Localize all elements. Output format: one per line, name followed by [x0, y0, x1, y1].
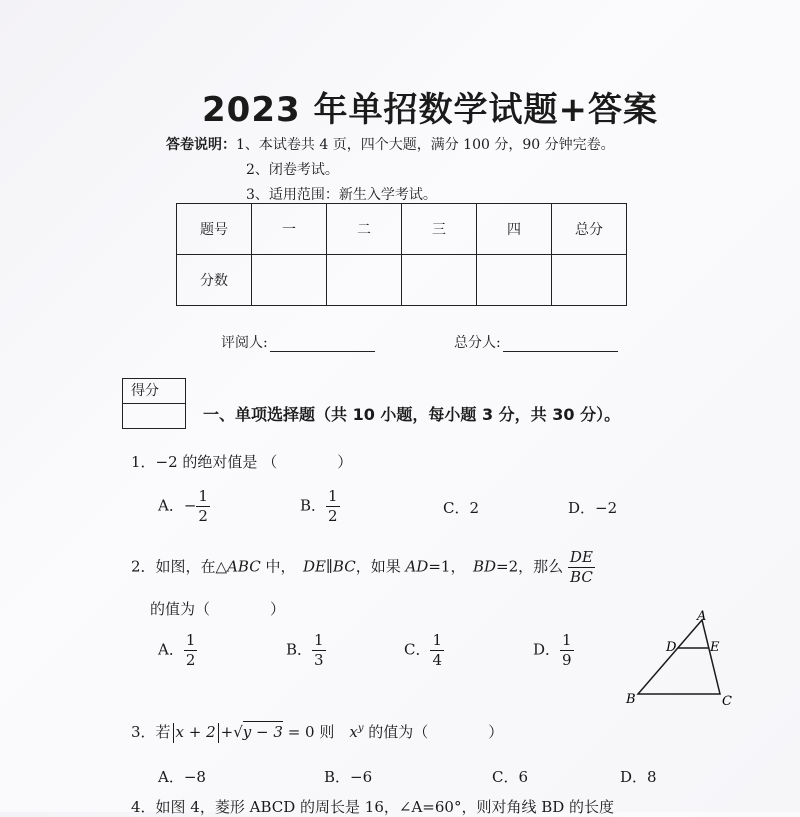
question-1-option-d[interactable]: D．−2	[568, 499, 618, 517]
question-3-stem: 3．若 x + 2 +√y − 3 = 0 则 $x^y$ 的值为（ ）	[131, 723, 504, 741]
fraction: $\frac{1}{2}$	[198, 487, 208, 525]
score-table-score-row	[177, 255, 627, 306]
label-d: D	[666, 640, 677, 655]
question-2-line-2: 的值为（ ）	[150, 600, 286, 618]
instructions-line-3: 3、适用范围：新生入学考试。	[246, 187, 437, 203]
instructions-label: 答卷说明：	[166, 137, 236, 153]
page-title: 2023 年单招数学试题+答案	[202, 90, 658, 130]
question-3-option-c[interactable]: C．6	[492, 768, 529, 786]
question-1-option-b[interactable]: B． $\frac{1}{2}$	[300, 487, 338, 525]
triangle-abc	[638, 620, 720, 694]
instructions-line-2: 2、闭卷考试。	[246, 162, 339, 178]
score-table-cell: 一	[252, 204, 327, 255]
question-4-stem: 4．如图 4，菱形 ABCD 的周长是 16，∠A=60°，则对角线 BD 的长度	[131, 798, 615, 816]
question-3-option-b[interactable]: B．−6	[324, 768, 373, 786]
abs-bar-right	[218, 723, 219, 743]
score-table-cell: 分数	[177, 255, 252, 306]
reviewer-signature-line[interactable]	[270, 337, 375, 352]
label-b: B	[626, 692, 636, 707]
score-table-cell: 二	[327, 204, 402, 255]
question-2-option-d[interactable]: D． $\frac{1}{9}$	[533, 631, 572, 669]
question-1-option-a[interactable]: A．− $\frac{1}{2}$	[158, 487, 208, 525]
score-table-header-row	[177, 204, 627, 255]
section-1-title: 一、单项选择题（共 10 小题，每小题 3 分，共 30 分）。	[203, 405, 621, 424]
reviewer-signature: 评阅人:	[221, 332, 375, 352]
question-2-stem: 2．如图，在△ABC 中， DE∥BC，如果 AD=1， BD=2，那么 $\frac{DE}{BC}$	[131, 548, 593, 586]
fraction: $\frac{1}{2}$	[328, 487, 338, 525]
question-1-option-c[interactable]: C．2	[443, 499, 480, 517]
score-box-label: 得分	[131, 383, 159, 399]
score-box-entry[interactable]	[123, 403, 185, 428]
fraction: $\frac{1}{3}$	[314, 631, 324, 669]
fraction-de-bc: $\frac{DE}{BC}$	[569, 548, 593, 586]
total-scorer-signature: 总分人:	[454, 332, 618, 352]
score-table-cell: 四	[477, 204, 552, 255]
label-c: C	[722, 694, 732, 709]
total-scorer-signature-line[interactable]	[503, 337, 618, 352]
score-entry-cell[interactable]	[477, 255, 552, 306]
score-table-cell: 题号	[177, 204, 252, 255]
score-box	[122, 378, 186, 429]
fraction: $\frac{1}{4}$	[432, 631, 443, 669]
instructions-line-1: 答卷说明：1、本试卷共 4 页，四个大题，满分 100 分，90 分钟完卷。	[166, 137, 615, 153]
fraction: $\frac{1}{9}$	[562, 631, 572, 669]
question-3-option-a[interactable]: A．−8	[158, 768, 206, 786]
abs-bar-left	[173, 723, 174, 743]
question-2-option-b[interactable]: B． $\frac{1}{3}$	[286, 631, 324, 669]
question-2-option-a[interactable]: A． $\frac{1}{2}$	[158, 631, 196, 669]
label-a: A	[697, 609, 707, 624]
score-entry-cell[interactable]	[252, 255, 327, 306]
score-entry-cell[interactable]	[327, 255, 402, 306]
sqrt-sign: √	[233, 723, 243, 741]
fraction: $\frac{1}{2}$	[185, 631, 196, 669]
score-table	[176, 203, 627, 306]
triangle-abc-figure	[620, 605, 740, 715]
score-entry-cell[interactable]	[402, 255, 477, 306]
score-entry-cell[interactable]	[552, 255, 627, 306]
label-e: E	[710, 640, 720, 655]
question-2-option-c[interactable]: C． $\frac{1}{4}$	[404, 631, 443, 669]
question-3-option-d[interactable]: D．8	[620, 768, 657, 786]
score-table-cell: 总分	[552, 204, 627, 255]
question-1-stem: 1．−2 的绝对值是 （ ）	[131, 453, 353, 471]
score-table-cell: 三	[402, 204, 477, 255]
